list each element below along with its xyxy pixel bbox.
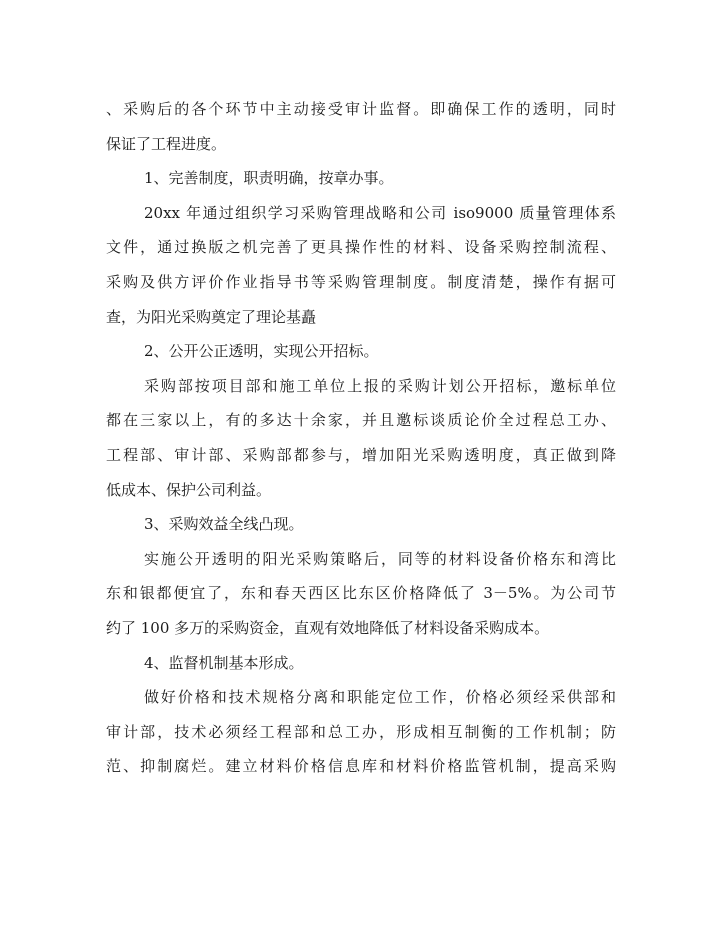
paragraph-line: 范、抑制腐烂。建立材料价格信息库和材料价格监管机制，提高采购: [106, 757, 616, 776]
paragraph-line: 东和银都便宜了，东和春天西区比东区价格降低了 3－5%。为公司节: [106, 584, 616, 603]
section-heading-3: 3、采购效益全线凸现。: [144, 515, 304, 534]
paragraph-line: 审计部，技术必须经工程部和总工办，形成相互制衡的工作机制；防: [106, 722, 616, 741]
paragraph-line: 采购部按项目部和施工单位上报的采购计划公开招标，邀标单位: [144, 376, 616, 395]
paragraph-line: 保证了工程进度。: [106, 134, 227, 153]
document-body: [106, 92, 616, 784]
paragraph-line: 约了 100 多万的采购资金，直观有效地降低了材料设备采购成本。: [106, 618, 550, 637]
paragraph-line: 文件，通过换版之机完善了更具操作性的材料、设备采购控制流程、: [106, 238, 616, 257]
section-heading-2: 2、公开公正透明，实现公开招标。: [144, 342, 379, 361]
paragraph-line: 20xx 年通过组织学习采购管理战略和公司 iso9000 质量管理体系: [144, 203, 616, 222]
section-heading-1: 1、完善制度，职责明确，按章办事。: [144, 169, 394, 188]
paragraph-line: 低成本、保护公司利益。: [106, 480, 272, 499]
section-heading-4: 4、监督机制基本形成。: [144, 653, 304, 672]
paragraph-line: 做好价格和技术规格分离和职能定位工作，价格必须经采供部和: [144, 688, 616, 707]
paragraph-line: 实施公开透明的阳光采购策略后，同等的材料设备价格东和湾比: [144, 549, 616, 568]
paragraph-line: 、采购后的各个环节中主动接受审计监督。即确保工作的透明，同时: [106, 100, 616, 118]
paragraph-line: 都在三家以上，有的多达十余家，并且邀标谈质论价全过程总工办、: [106, 411, 616, 430]
paragraph-line: 查，为阳光采购奠定了理论基矗: [106, 307, 317, 326]
paragraph-line: 工程部、审计部、采购部都参与，增加阳光采购透明度，真正做到降: [106, 445, 616, 464]
paragraph-line: 采购及供方评价作业指导书等采购管理制度。制度清楚，操作有据可: [106, 272, 616, 291]
